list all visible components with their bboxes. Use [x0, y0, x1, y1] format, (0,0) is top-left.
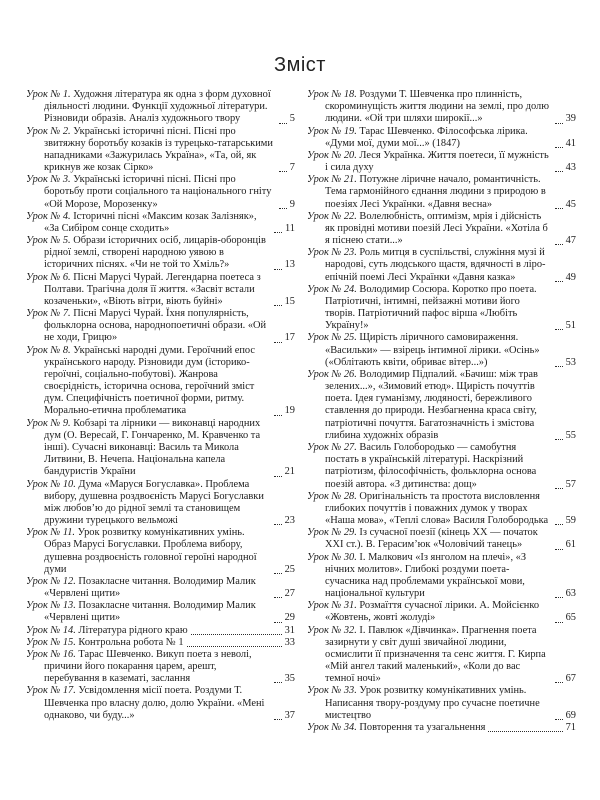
toc-columns	[0, 77, 600, 734]
lesson-description: Урок № 16. Тарас Шевченко. Викуп поета з неволі, причини його покарання царем, арешт, перебування в казематі, заслання	[26, 648, 252, 685]
page-number: 57	[565, 478, 576, 490]
toc-entry	[26, 345, 295, 418]
page-number: 5	[289, 113, 295, 125]
toc-entry	[307, 625, 576, 686]
lesson-description: Урок № 27. Василь Голобородько — самобутня постать в українській літературі. Наскрізний патріотизм, філософічність, фольклорна основа поезій автора. «З дитинства: дощ»	[307, 441, 537, 490]
toc-entry	[26, 685, 295, 722]
dot-leader	[279, 208, 287, 209]
page-number: 7	[289, 162, 295, 174]
dot-leader	[555, 682, 563, 683]
lesson-number: Урок № 28.	[307, 490, 357, 502]
lesson-description: Урок № 12. Позакласне читання. Володимир Малик «Червлені щити»	[26, 575, 256, 600]
lesson-description: Урок № 33. Урок розвитку комунікативних умінь. Написання твору-роздуму про сучасне поетичне мистецтво	[307, 685, 540, 721]
lesson-number: Урок № 14.	[26, 624, 76, 636]
dot-leader	[274, 682, 282, 683]
page-number: 39	[565, 113, 576, 125]
lesson-number: Урок № 32.	[307, 624, 357, 636]
toc-column-right	[307, 89, 576, 734]
page-number: 55	[565, 429, 576, 441]
lesson-number: Урок № 10.	[26, 478, 76, 490]
lesson-number: Урок № 33.	[307, 685, 357, 697]
dot-leader	[279, 171, 287, 172]
page-number: 9	[289, 198, 295, 210]
lesson-number: Урок № 34.	[307, 721, 357, 733]
page-number: 71	[565, 721, 576, 733]
dot-leader	[555, 208, 563, 209]
lesson-number: Урок № 18.	[307, 89, 357, 100]
page-number: 43	[565, 162, 576, 174]
toc-entry	[26, 637, 295, 649]
lesson-number: Урок № 29.	[307, 527, 357, 539]
lesson-description: Урок № 19. Тарас Шевченко. Філософська лірика. «Думи мої, думи мої...» (1847)	[307, 125, 528, 149]
lesson-number: Урок № 1.	[26, 89, 71, 100]
toc-entry	[26, 418, 295, 479]
page-number: 23	[284, 515, 295, 527]
toc-entry	[307, 685, 576, 722]
lesson-description: Урок № 7. Пісні Марусі Чурай. Їхня популярність, фольклорна основа, народнопоетичні образи. «Ой не ходи, Грицю»	[26, 308, 267, 344]
lesson-description: Урок № 31. Розмаїття сучасної лірики. А. Мойсієнко «Жовтень, жовті жолуді»	[307, 600, 540, 624]
dot-leader	[187, 646, 282, 647]
toc-entry	[307, 332, 576, 369]
dot-leader	[555, 622, 563, 623]
dot-leader	[555, 719, 563, 720]
lesson-number: Урок № 13.	[26, 600, 76, 612]
toc-entry	[307, 600, 576, 624]
toc-column-left	[26, 89, 295, 734]
page-number: 59	[565, 515, 576, 527]
dot-leader	[274, 415, 282, 416]
page-number: 33	[284, 636, 295, 648]
lesson-number: Урок № 6.	[26, 271, 71, 283]
lesson-description: Урок № 5. Образи історичних осіб, лицарів-оборонців рідної землі, створені народною уявою в історичних піснях. «Чи не той то Хміль?»	[26, 235, 266, 271]
lesson-number: Урок № 9.	[26, 417, 71, 429]
lesson-description: Урок № 1. Художня література як одна з форм духовної діяльності людини. Функції художньої літератури. Різновиди образів. Аналіз художнього твору	[26, 89, 271, 125]
dot-leader	[274, 597, 282, 598]
lesson-description: Урок № 23. Роль митця в суспільстві, служіння музі й народові, суть людського щастя, вдячності в ліро-епічній поемі Лесі Українки «Давня казка»	[307, 247, 546, 283]
lesson-description: Урок № 14. Література рідного краю	[26, 624, 188, 636]
toc-entry	[26, 235, 295, 272]
toc-entry	[26, 174, 295, 211]
page-number: 13	[284, 259, 295, 271]
page-number: 35	[284, 673, 295, 685]
lesson-number: Урок № 19.	[307, 125, 357, 137]
page-number: 49	[565, 271, 576, 283]
lesson-description: Урок № 32. І. Павлюк «Дівчинка». Прагнення поета зазирнути у світ душі звичайної людини, осмислити її призначення та сенс життя. Г. Кирпа «Мій ангел такий маленький», «Коли до вас темної ночі»	[307, 624, 546, 685]
dot-leader	[274, 342, 282, 343]
lesson-description: Урок № 28. Оригінальність та простота висловлення глибоких почуттів і поважних думок у творах «Наша мова», «Теплі слова» Василя Голобородька	[307, 490, 549, 527]
toc-entry	[26, 308, 295, 345]
dot-leader	[555, 171, 563, 172]
lesson-description: Урок № 2. Українські історичні пісні. Пісні про звитяжну боротьбу козаків із турецько-татарськими нападниками «Зажурилась Україна», «Та, ой, як крикнув же козак Сірко»	[26, 125, 273, 174]
dot-leader	[555, 329, 563, 330]
toc-entry	[26, 272, 295, 309]
lesson-number: Урок № 15.	[26, 636, 76, 648]
lesson-description: Урок № 17. Усвідомлення місії поета. Роздуми Т. Шевченка про власну долю, долю України. «Мені однаково, чи буду...»	[26, 685, 265, 721]
lesson-number: Урок № 20.	[307, 149, 357, 161]
lesson-number: Урок № 8.	[26, 344, 71, 356]
dot-leader	[555, 549, 563, 550]
page-number: 21	[284, 466, 295, 478]
lesson-description: Урок № 29. Із сучасної поезії (кінець XX — початок XXI ст.). В. Герасим’юк «Чоловічий танець»	[307, 527, 538, 551]
lesson-number: Урок № 22.	[307, 210, 357, 222]
page-number: 11	[284, 222, 295, 234]
lesson-number: Урок № 2.	[26, 125, 71, 137]
toc-entry	[307, 126, 576, 150]
lesson-description: Урок № 4. Історичні пісні «Максим козак Залізняк», «За Сибіром сонце сходить»	[26, 210, 257, 234]
lesson-description: Урок № 13. Позакласне читання. Володимир Малик «Червлені щити»	[26, 600, 256, 624]
page-number: 29	[284, 612, 295, 624]
lesson-description: Урок № 20. Леся Українка. Життя поетеси, її мужність і сила духу	[307, 149, 549, 174]
toc-entry	[26, 527, 295, 576]
dot-leader	[555, 147, 563, 148]
dot-leader	[555, 488, 563, 489]
lesson-number: Урок № 12.	[26, 575, 76, 587]
lesson-description: Урок № 22. Волелюбність, оптимізм, мрія і дійсність як провідні мотиви поезій Лесі України. «Хотіла б я піснею стати...»	[307, 210, 548, 247]
page-number: 17	[284, 332, 295, 344]
toc-entry	[26, 600, 295, 624]
page-number: 65	[565, 612, 576, 624]
lesson-number: Урок № 31.	[307, 600, 357, 612]
lesson-number: Урок № 23.	[307, 247, 357, 259]
dot-leader	[274, 305, 282, 306]
lesson-description: Урок № 34. Повторення та узагальнення	[307, 721, 486, 733]
lesson-description: Урок № 15. Контрольна робота № 1	[26, 636, 184, 648]
toc-entry	[26, 211, 295, 235]
page-number: 51	[565, 320, 576, 332]
page-number: 37	[284, 709, 295, 721]
lesson-description: Урок № 8. Українські народні думи. Героїчний епос українського народу. Різновиди дум (історико-героїчні, соціально-побутові). Жанрова своєрідність, історична основа, героїчний зміст дум. Специфічність поетичної форми, ритму. Морально-етична проблематика	[26, 344, 255, 417]
dot-leader	[555, 524, 563, 525]
lesson-number: Урок № 4.	[26, 210, 71, 222]
dot-leader	[555, 281, 563, 282]
dot-leader	[274, 719, 282, 720]
toc-entry	[307, 552, 576, 601]
dot-leader	[274, 232, 282, 233]
lesson-description: Урок № 25. Щирість ліричного самовираження. «Васильки» — взірець інтимної лірики. «Осінь» («Облітають квіти, обриває вітер...»)	[307, 332, 540, 368]
lesson-description: Урок № 9. Кобзарі та лірники — виконавці народних дум (О. Вересай, Г. Гончаренко, М. Кравченко та інші). Сучасні виконавці: Василь та Микола Литвини, В. Нечепа. Національна капела бандуристів України	[26, 417, 261, 478]
lesson-number: Урок № 30.	[307, 551, 357, 563]
lesson-description: Урок № 6. Пісні Марусі Чурай. Легендарна поетеса з Полтави. Трагічна доля її життя. «Засвіт встали козаченьки», «Віють вітри, віють буйні»	[26, 271, 261, 307]
page-number: 69	[565, 709, 576, 721]
page-number: 67	[565, 673, 576, 685]
dot-leader	[191, 634, 282, 635]
dot-leader	[488, 731, 562, 732]
toc-entry	[307, 150, 576, 174]
page-number: 25	[284, 563, 295, 575]
toc-entry	[307, 369, 576, 442]
lesson-number: Урок № 5.	[26, 235, 71, 247]
toc-entry	[307, 174, 576, 211]
dot-leader	[555, 244, 563, 245]
lesson-number: Урок № 25.	[307, 332, 357, 344]
dot-leader	[555, 366, 563, 367]
dot-leader	[274, 622, 282, 623]
dot-leader	[555, 597, 563, 598]
lesson-number: Урок № 17.	[26, 685, 76, 697]
lesson-description: Урок № 30. І. Малкович «Із янголом на плечі», «З нічних молитов». Глибокі роздуми поета-сучасника над проблемами української мови, національної культури	[307, 551, 527, 600]
lesson-number: Урок № 24.	[307, 283, 357, 295]
toc-entry	[26, 89, 295, 126]
lesson-number: Урок № 11.	[26, 527, 76, 539]
toc-entry	[26, 649, 295, 686]
lesson-description: Урок № 18. Роздуми Т. Шевченка про плинність, скороминущість життя людини на землі, про долю людини. «Ой три шляхи широкії...»	[307, 89, 550, 125]
page-number: 47	[565, 235, 576, 247]
lesson-number: Урок № 27.	[307, 441, 357, 453]
toc-entry	[307, 442, 576, 491]
toc-entry	[307, 491, 576, 528]
toc-entry	[26, 126, 295, 175]
lesson-description: Урок № 21. Потужне ліричне начало, романтичність. Тема гармонійного єднання людини з природою в поезіях Лесі Українки. «Давня весна»	[307, 174, 546, 210]
dot-leader	[274, 476, 282, 477]
page-number: 53	[565, 356, 576, 368]
page-number: 61	[565, 539, 576, 551]
toc-entry	[26, 479, 295, 528]
lesson-number: Урок № 26.	[307, 368, 357, 380]
page-number: 63	[565, 588, 576, 600]
toc-entry	[307, 722, 576, 734]
lesson-description: Урок № 24. Володимир Сосюра. Коротко про поета. Патріотичні, інтимні, пейзажні мотиви його творів. Патріотичний пафос вірша «Любіть Україну!»	[307, 283, 537, 332]
page-number: 27	[284, 588, 295, 600]
lesson-number: Урок № 21.	[307, 174, 357, 186]
dot-leader	[555, 123, 563, 124]
dot-leader	[274, 524, 282, 525]
dot-leader	[555, 439, 563, 440]
lesson-number: Урок № 7.	[26, 308, 71, 320]
lesson-number: Урок № 16.	[26, 648, 76, 660]
toc-entry	[26, 576, 295, 600]
dot-leader	[279, 123, 287, 124]
toc-entry	[307, 527, 576, 551]
toc-entry	[307, 284, 576, 333]
toc-entry	[307, 247, 576, 284]
lesson-description: Урок № 10. Дума «Маруся Богуславка». Проблема вибору, душевна роздвоєність Марусі Богуславки між любов’ю до рідної землі та становищем дружини турецького вельможі	[26, 478, 264, 527]
toc-entry	[307, 89, 576, 126]
dot-leader	[274, 573, 282, 574]
page-number: 31	[284, 624, 295, 636]
page-number: 45	[565, 198, 576, 210]
lesson-description: Урок № 26. Володимир Підпалий. «Бачиш: між трав зелених...», «Зимовий етюд». Щирість почуттів поета. Ідея гуманізму, людяності, бережливого ставлення до природи. Незбагненна краса світу, патріотичні почуття. Багатозначність і змістова глибина художніх образів	[307, 368, 538, 441]
dot-leader	[274, 269, 282, 270]
lesson-number: Урок № 3.	[26, 174, 71, 186]
lesson-description: Урок № 11. Урок розвитку комунікативних умінь. Образ Марусі Богуславки. Проблема вибору, душевна роздвоєність головної героїні народної думи	[26, 527, 257, 575]
toc-entry	[26, 625, 295, 637]
lesson-description: Урок № 3. Українські історичні пісні. Пісні про боротьбу проти соціального та національного гніту «Ой Морозе, Морозенку»	[26, 174, 272, 210]
page-number: 15	[284, 295, 295, 307]
page-number: 19	[284, 405, 295, 417]
page-title: Зміст	[274, 54, 326, 76]
page-number: 41	[565, 137, 576, 149]
toc-entry	[307, 211, 576, 248]
